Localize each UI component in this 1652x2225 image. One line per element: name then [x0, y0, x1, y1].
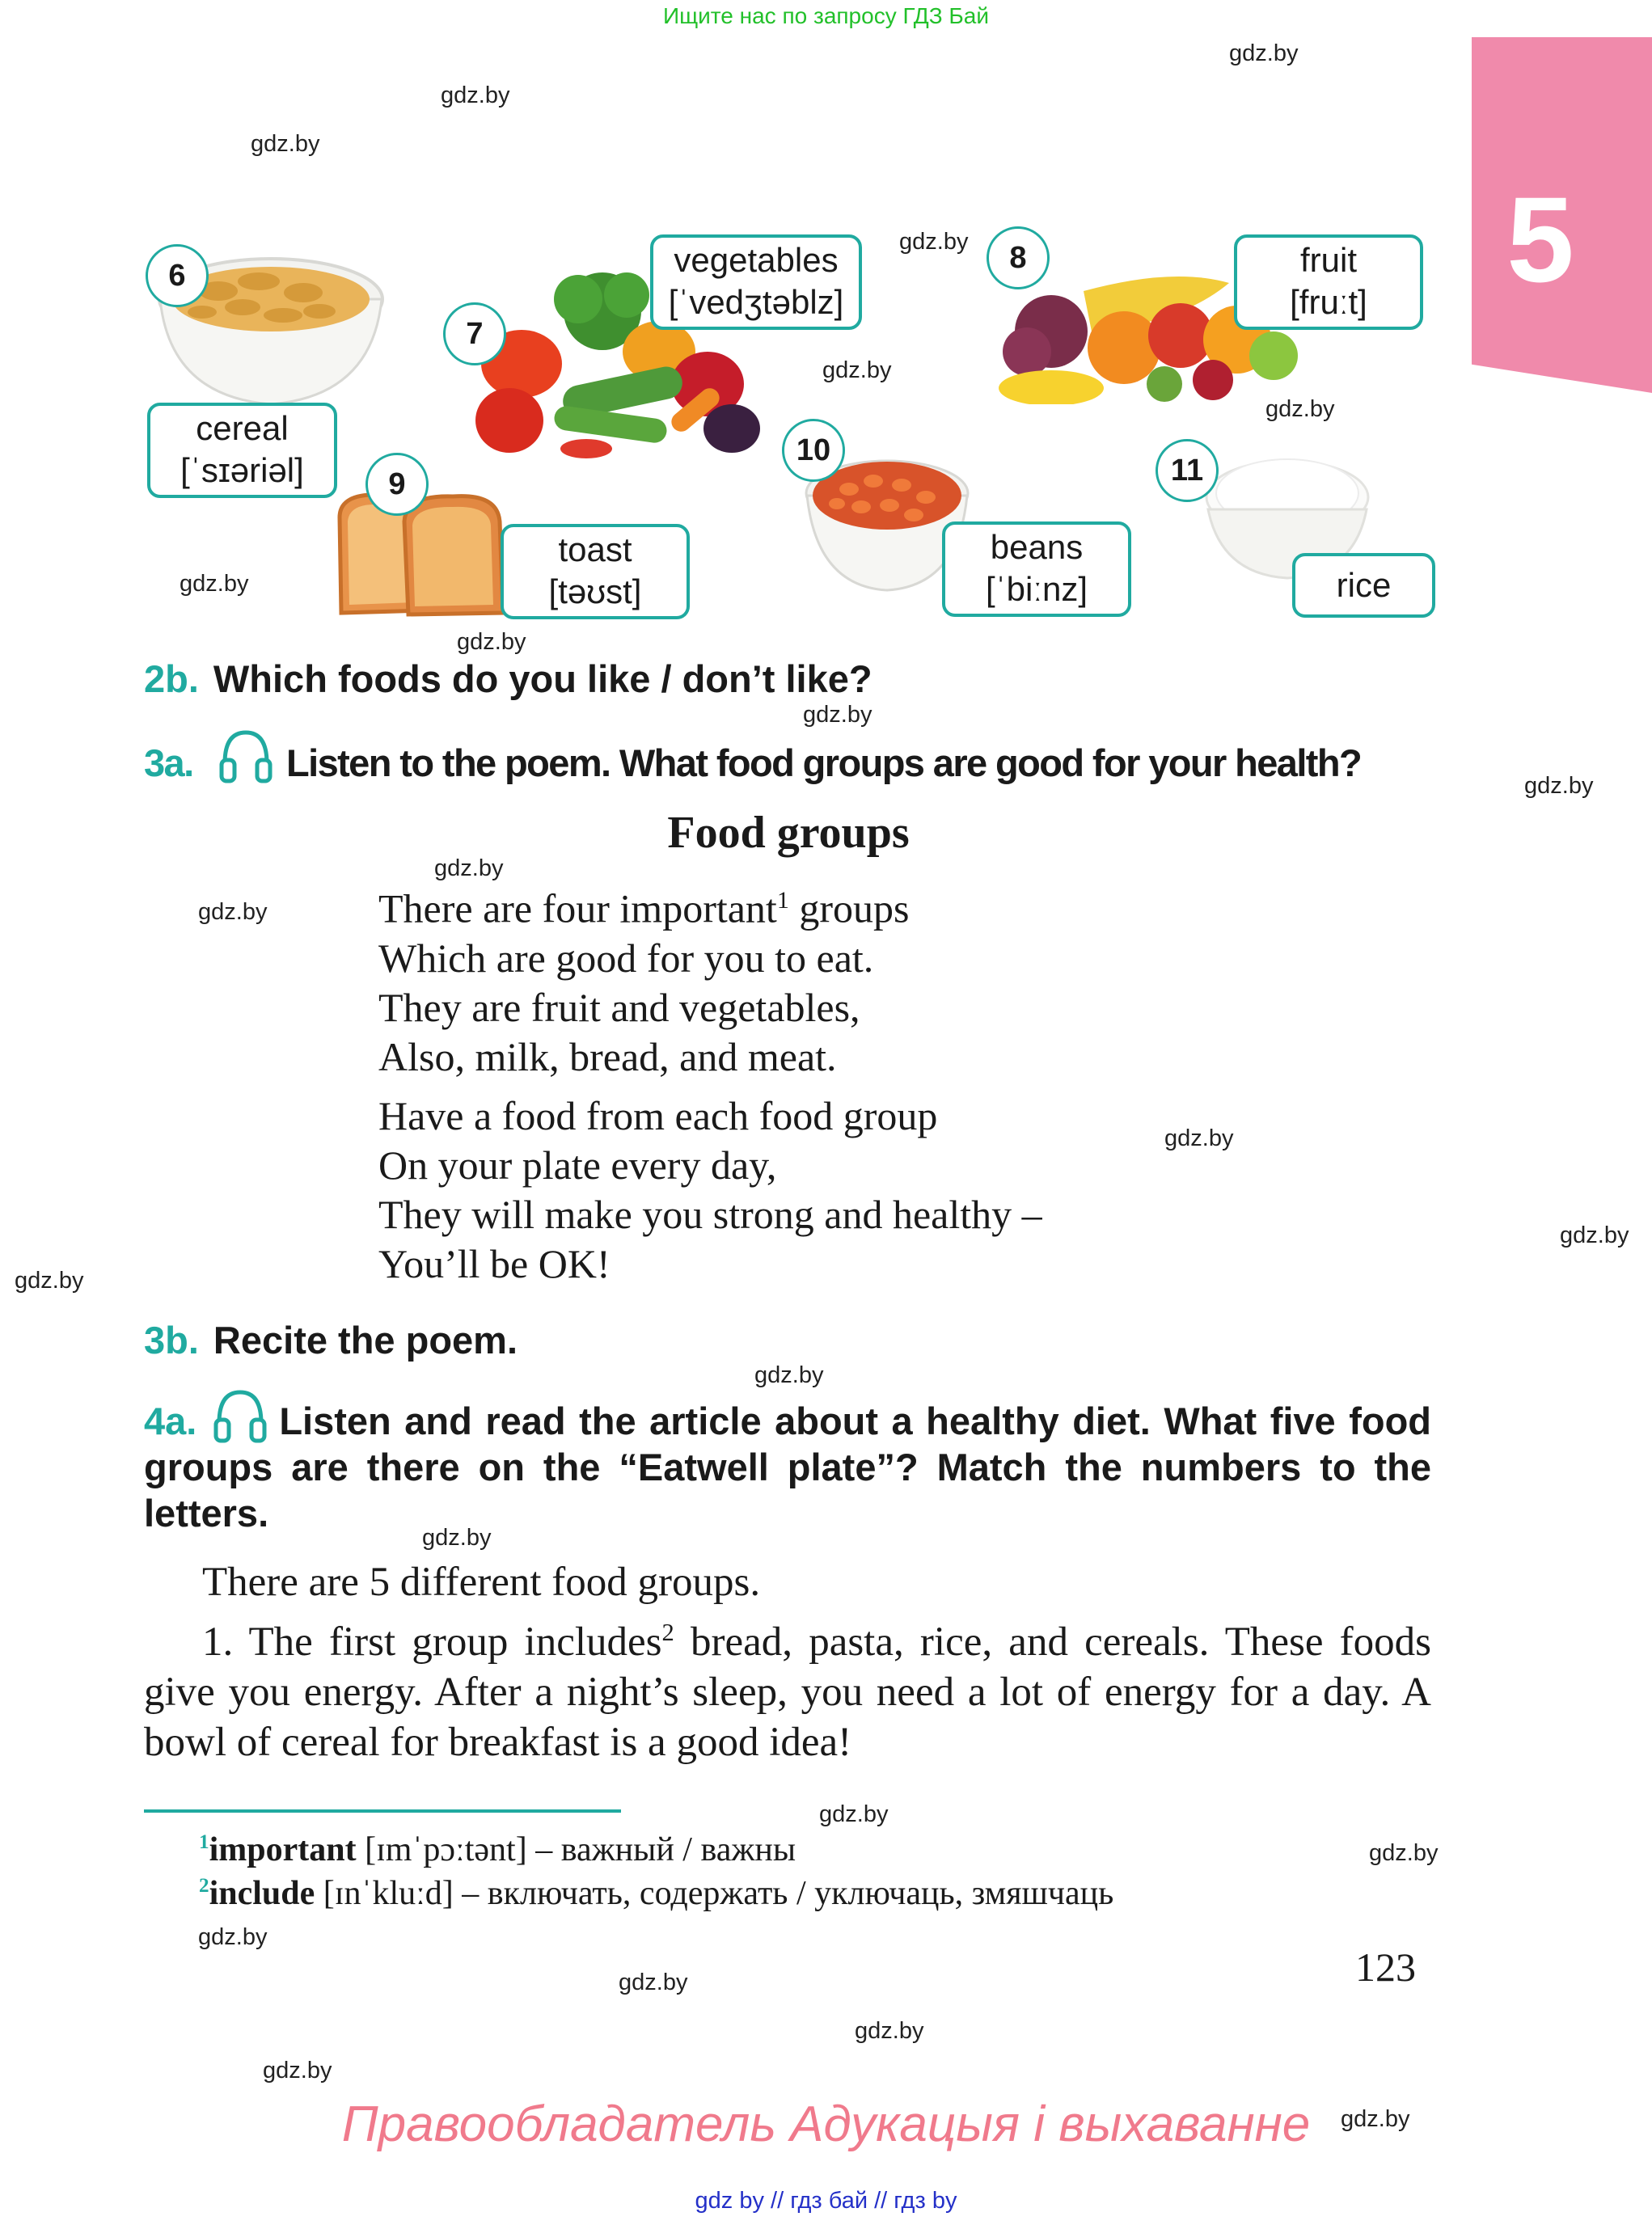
watermark: gdz.by: [251, 131, 320, 157]
word: fruit: [1299, 241, 1357, 279]
watermark: gdz.by: [1524, 773, 1594, 799]
label-rice: [1292, 553, 1435, 618]
item-number-10: 10: [782, 419, 845, 482]
unit-number: 5: [1506, 171, 1574, 307]
watermark: gdz.by: [457, 629, 526, 655]
item-number-11: 11: [1156, 439, 1219, 502]
poem-line: Have a food from each food group: [378, 1093, 938, 1138]
article-text: [144, 1557, 1431, 1767]
task-number: 2b.: [144, 657, 199, 700]
watermark: gdz.by: [198, 1924, 268, 1950]
watermark: gdz.by: [619, 1970, 688, 1995]
label-toast: [501, 524, 690, 619]
label-vegetables: [650, 234, 862, 330]
transcription: [ˈvedʒtəblz]: [668, 283, 844, 321]
poem-line: There are four important$^1$ groups: [378, 885, 910, 931]
watermark: gdz.by: [422, 1525, 492, 1551]
footnote-ref: 2: [661, 1619, 674, 1646]
toast-image: [332, 485, 526, 619]
transcription: [ˈsɪəriəl]: [180, 451, 304, 489]
footnote-ref: 1: [776, 887, 789, 914]
word: vegetables: [674, 241, 839, 279]
poem-stanza-1: [378, 876, 909, 1082]
task-2b: [144, 657, 872, 701]
poem-line: Also, milk, bread, and meat.: [378, 1033, 837, 1079]
watermark: gdz.by: [1265, 396, 1335, 422]
item-number-7: 7: [443, 302, 506, 365]
poem-line: They will make you strong and healthy –: [378, 1192, 1042, 1237]
watermark: gdz.by: [15, 1268, 84, 1294]
footnote-divider: [144, 1809, 621, 1813]
task-3a: [144, 728, 1361, 785]
watermark: gdz.by: [1341, 2106, 1410, 2132]
watermark: gdz.by: [180, 571, 249, 597]
task-text: Listen and read the article about a healthy diet. What five food groups are there on the “Eatwell plate”? Match the numbers to the letters.: [144, 1400, 1431, 1535]
watermark: gdz.by: [754, 1362, 824, 1388]
footnote-1: $^1$important [ɪmˈpɔːtənt] – важный / важны: [199, 1831, 796, 1868]
label-beans: [942, 521, 1131, 617]
task-number: 3b.: [144, 1319, 199, 1362]
label-fruit: [1234, 234, 1423, 330]
poem-line: You’ll be OK!: [378, 1241, 611, 1286]
watermark: gdz.by: [855, 2018, 924, 2044]
poem-line: Which are good for you to eat.: [378, 935, 874, 981]
page-number: 123: [1355, 1944, 1416, 1990]
item-number-8: 8: [987, 226, 1050, 289]
watermark: gdz.by: [1369, 1840, 1439, 1866]
top-search-note: Ищите нас по запросу ГДЗ Бай: [662, 3, 990, 28]
transcription: [ˈbiːnz]: [985, 570, 1088, 608]
watermark: gdz.by: [263, 2058, 332, 2084]
item-number-6: 6: [146, 244, 209, 307]
watermark: gdz.by: [434, 855, 504, 881]
watermark: gdz.by: [822, 357, 892, 383]
task-number: 4a.: [144, 1400, 197, 1442]
headphones-icon[interactable]: [217, 728, 275, 784]
item-number-9: 9: [365, 453, 429, 516]
transcription: [təʊst]: [548, 572, 642, 610]
task-3b: [144, 1318, 518, 1362]
poem-stanza-2: [378, 1091, 1042, 1289]
watermark: gdz.by: [441, 82, 510, 108]
word: toast: [558, 530, 632, 568]
watermark: gdz.by: [1560, 1222, 1629, 1248]
task-text: Listen to the poem. What food groups are good for your health?: [286, 741, 1362, 784]
watermark: gdz.by: [1164, 1125, 1234, 1151]
poem-title: Food groups: [667, 808, 910, 858]
task-text: Recite the poem.: [213, 1319, 518, 1362]
poem-line: On your plate every day,: [378, 1142, 777, 1188]
rights-holder-text: Правообладатель Адукацыя і выхаванне: [341, 2096, 1311, 2152]
poem-line: They are fruit and vegetables,: [378, 984, 860, 1030]
word: rice: [1336, 566, 1392, 604]
watermark: gdz.by: [198, 899, 268, 925]
task-text: Which foods do you like / don’t like?: [213, 657, 872, 700]
watermark: gdz.by: [899, 229, 969, 255]
bottom-links[interactable]: gdz by // гдз бай // гдз by: [695, 2188, 957, 2214]
word: cereal: [196, 409, 289, 447]
headphones-icon[interactable]: [211, 1387, 269, 1444]
watermark: gdz.by: [803, 702, 872, 728]
label-cereal: [147, 403, 337, 498]
task-4a: [144, 1387, 1431, 1536]
article-paragraph: 1. The first group includes$^2$ bread, pasta, rice, and cereals. These foods give you energy. After a night’s sleep, you need a lot of energy for a day. A bowl of cereal for breakfast is a good idea!: [144, 1619, 1432, 1765]
watermark: gdz.by: [1229, 40, 1299, 66]
task-number: 3a.: [144, 741, 193, 784]
article-paragraph: There are 5 different food groups.: [202, 1560, 761, 1605]
footnote-2: $^2$include [ɪnˈkluːd] – включать, содержать / уключаць, змяшчаць: [199, 1875, 1114, 1912]
word: beans: [990, 528, 1084, 566]
transcription: [fruːt]: [1290, 283, 1367, 321]
watermark: gdz.by: [819, 1801, 889, 1827]
